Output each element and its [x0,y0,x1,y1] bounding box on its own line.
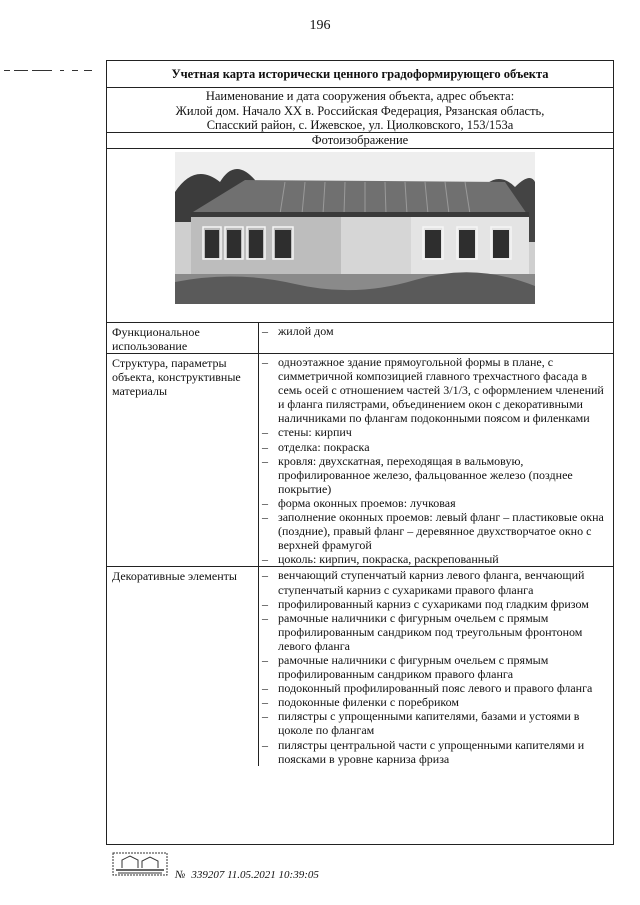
address-line: Спасский район, с. Ижевское, ул. Циолковского, 153/153а [206,118,514,133]
list-item: – отделка: покраска [262,439,370,454]
list-item: – профилированный карниз с сухариками под гладким фризом [262,596,589,611]
table-row [107,323,613,354]
list-item: – пилястры центральной части с упрощенными капителями и поясками в уровне карниза фриза [262,737,585,766]
list-item: – одноэтажное здание прямоугольной формы в плане, с симметричной композицией главного трехчастного фасада в семь осей с отношением частей 3/1/3, с оформлением членений и фланга пилястрами, объединением окон с декоративными наличниками по флангам подоконными поясом и филенками [262,355,604,426]
number-sign: № [175,869,186,881]
house-photo [175,152,535,304]
row-label: Структура, параметры объекта, конструктивные материалы [107,354,259,566]
list-item: – заполнение оконных проемов: левый фланг – пластиковые окна (поздние), правый фланг – деревянное двухстворчатое окно с верхней фрамугой [262,510,604,553]
stamp-icon [112,852,168,876]
row-label: Функциональное использование [107,323,259,353]
photo-cell [107,149,613,323]
list-item: – подоконные филенки с поребриком [262,695,460,710]
doc-registration: 339207 11.05.2021 10:39:05 [191,869,319,881]
list-item: – рамочные наличники с фигурным очельем с прямым профилированным сандриком правого фланга [262,652,549,682]
address-line: Наименование и дата сооружения объекта, адрес объекта: [205,89,515,103]
list-item: – пилястры с упрощенными капителями, базами и устоями в цоколе по флангам [262,709,580,738]
list-item: – венчающий ступенчатый карниз левого фланга, венчающий ступенчатый карниз с сухариками правого фланга [262,568,585,597]
photo-label: Фотоизображение [107,133,613,149]
list-item: – кровля: двухскатная, переходящая в вальмовую, профилированное железо, фальцованное железо (позднее покрытие) [262,453,573,496]
list-item: – стены: кирпич [262,425,352,440]
table-row [107,354,613,567]
list-item: – подоконный профилированный пояс левого и правого фланга [262,681,593,696]
card-title: Учетная карта исторически ценного градоформирующего объекта [107,61,613,88]
list-item: – форма оконных проемов: лучковая [262,495,456,510]
document-reference [175,869,319,881]
row-items [259,354,613,566]
list-item: – рамочные наличники с фигурным очельем с прямым профилированным сандриком под треугольным фронтоном левого фланга [262,610,583,653]
address-line: Жилой дом. Начало XX в. Российская Федерация, Рязанская область, [175,103,545,118]
object-address [107,88,613,133]
registration-card [106,60,614,845]
scan-marks [4,68,94,74]
list-item: – цоколь: кирпич, покраска, раскрепованный [262,552,499,567]
row-label: Декоративные элементы [107,567,259,765]
table-row [107,567,613,765]
page-number: 196 [309,18,331,33]
row-items [259,567,613,765]
list-item: – жилой дом [262,324,334,338]
attributes-table [107,323,613,766]
row-items [259,323,613,353]
